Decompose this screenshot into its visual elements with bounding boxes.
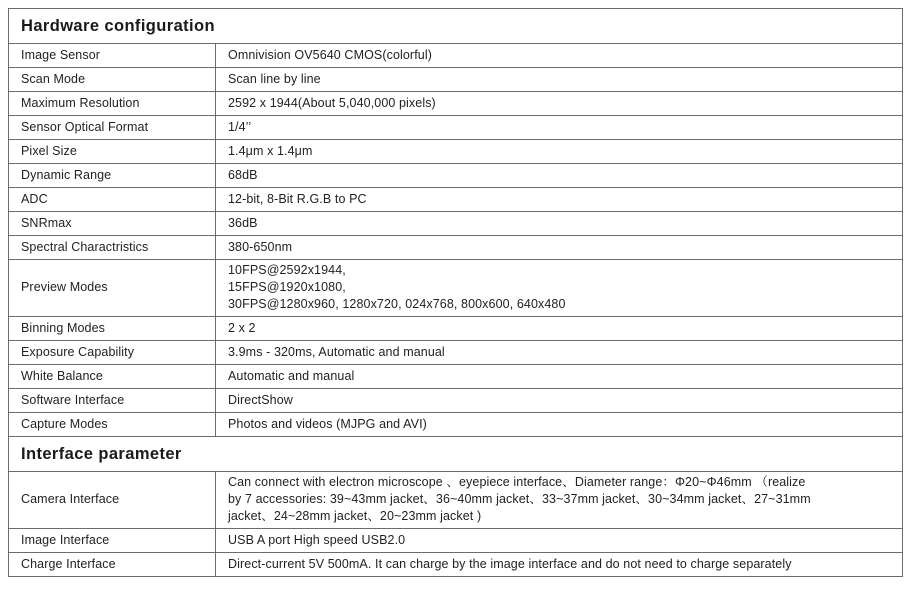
- table-row: [9, 553, 903, 577]
- row-label: Charge Interface: [9, 553, 216, 577]
- table-row: [9, 389, 903, 413]
- row-value: [216, 116, 903, 140]
- row-value: [216, 92, 903, 116]
- row-label: Exposure Capability: [9, 341, 216, 365]
- value-line: 1/4’’: [228, 119, 252, 134]
- value-line: Can connect with electron microscope 、eyepiece interface、Diameter range：Φ20~Φ46mm （realize: [228, 475, 806, 489]
- row-value: [216, 68, 903, 92]
- row-value: [216, 365, 903, 389]
- value-line: by 7 accessories: 39~43mm jacket、36~40mm jacket、33~37mm jacket、30~34mm jacket、27~31mm: [228, 492, 811, 506]
- table-row: [9, 68, 903, 92]
- row-label: Image Interface: [9, 529, 216, 553]
- row-label: Capture Modes: [9, 413, 216, 437]
- table-row: [9, 317, 903, 341]
- table-row: [9, 472, 903, 529]
- table-row: [9, 260, 903, 317]
- table-row: [9, 529, 903, 553]
- row-label: Software Interface: [9, 389, 216, 413]
- value-line: Automatic and manual: [228, 368, 355, 383]
- row-value: [216, 553, 903, 577]
- table-row: [9, 365, 903, 389]
- value-line: 12-bit, 8-Bit R.G.B to PC: [228, 191, 367, 206]
- section-title: Hardware configuration: [9, 9, 903, 44]
- value-line: 68dB: [228, 167, 258, 182]
- row-value: [216, 529, 903, 553]
- value-line: USB A port High speed USB2.0: [228, 532, 406, 547]
- value-line: 10FPS@2592x1944,: [228, 263, 346, 277]
- value-line: 380-650nm: [228, 239, 293, 254]
- value-line: 15FPS@1920x1080,: [228, 280, 346, 294]
- table-row: [9, 164, 903, 188]
- row-value: [216, 236, 903, 260]
- row-value: [216, 188, 903, 212]
- value-line: Scan line by line: [228, 71, 321, 86]
- row-label: Scan Mode: [9, 68, 216, 92]
- value-line: 30FPS@1280x960, 1280x720, 024x768, 800x600, 640x480: [228, 297, 566, 311]
- table-row: [9, 236, 903, 260]
- row-label: ADC: [9, 188, 216, 212]
- spec-table-body: [9, 9, 903, 577]
- row-label: Maximum Resolution: [9, 92, 216, 116]
- row-value: [216, 140, 903, 164]
- value-line: 2 x 2: [228, 320, 256, 335]
- spec-sheet: [8, 8, 902, 577]
- row-value: [216, 212, 903, 236]
- row-value: [216, 341, 903, 365]
- table-row: [9, 212, 903, 236]
- row-label: Spectral Charactristics: [9, 236, 216, 260]
- value-line: Omnivision OV5640 CMOS(colorful): [228, 47, 432, 62]
- value-line: Photos and videos (MJPG and AVI): [228, 416, 427, 431]
- row-value: [216, 164, 903, 188]
- value-line: 36dB: [228, 215, 258, 230]
- section-title: Interface parameter: [9, 437, 903, 472]
- table-row: [9, 188, 903, 212]
- value-line: Direct-current 5V 500mA. It can charge by the image interface and do not need to charge separately: [228, 556, 792, 571]
- spec-table: [8, 8, 903, 577]
- row-value: [216, 413, 903, 437]
- value-line: 2592 x 1944(About 5,040,000 pixels): [228, 95, 436, 110]
- table-row: [9, 413, 903, 437]
- row-value: [216, 260, 903, 317]
- table-row: [9, 140, 903, 164]
- row-label: Dynamic Range: [9, 164, 216, 188]
- table-row: [9, 341, 903, 365]
- table-row: [9, 44, 903, 68]
- row-label: Sensor Optical Format: [9, 116, 216, 140]
- row-label: Binning Modes: [9, 317, 216, 341]
- value-line: 1.4μm x 1.4μm: [228, 143, 313, 158]
- row-label: Pixel Size: [9, 140, 216, 164]
- row-label: SNRmax: [9, 212, 216, 236]
- value-line: DirectShow: [228, 392, 293, 407]
- row-label: Image Sensor: [9, 44, 216, 68]
- table-row: [9, 92, 903, 116]
- row-value: [216, 472, 903, 529]
- value-line: 3.9ms - 320ms, Automatic and manual: [228, 344, 445, 359]
- value-line: jacket、24~28mm jacket、20~23mm jacket ): [228, 509, 482, 523]
- row-label: Preview Modes: [9, 260, 216, 317]
- row-value: [216, 389, 903, 413]
- row-value: [216, 317, 903, 341]
- table-row: [9, 116, 903, 140]
- row-value: [216, 44, 903, 68]
- row-label: Camera Interface: [9, 472, 216, 529]
- section-header: [9, 437, 903, 472]
- row-label: White Balance: [9, 365, 216, 389]
- section-header: [9, 9, 903, 44]
